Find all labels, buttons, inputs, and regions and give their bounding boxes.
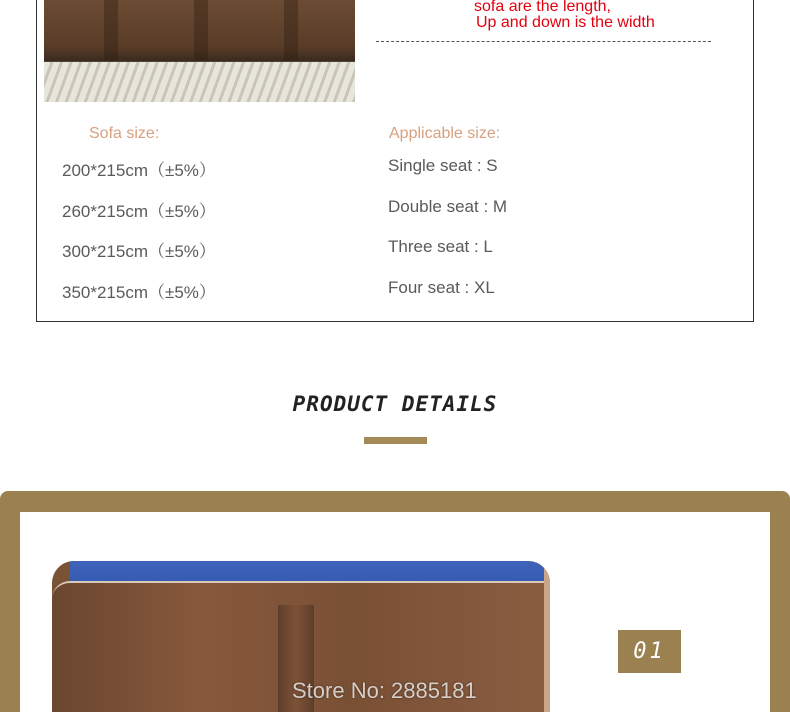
dashed-divider	[376, 41, 711, 42]
store-watermark: Store No: 2885181	[292, 678, 477, 703]
size-cell: 200*215cm（±5%）	[62, 161, 216, 180]
size-cell: 300*215cm（±5%）	[62, 242, 216, 261]
sofa-fold	[194, 0, 208, 60]
title-underline-bar	[364, 437, 427, 444]
detail-number-badge: 01	[618, 630, 681, 673]
sofa-photo	[44, 0, 355, 102]
seat-cell: Double seat : M	[388, 197, 508, 216]
applicable-size-header: Applicable size:	[389, 125, 501, 142]
size-cell: 350*215cm（±5%）	[62, 283, 216, 302]
seat-cell: Three seat : L	[388, 237, 493, 256]
note-line-1: sofa are the length,	[474, 0, 611, 15]
sofa-fold	[104, 0, 118, 60]
photo-edge	[544, 561, 550, 712]
product-details-title: PRODUCT DETAILS	[292, 392, 498, 416]
size-cell: 260*215cm（±5%）	[62, 202, 216, 221]
sofa-size-header: Sofa size:	[89, 125, 160, 142]
sofa-fold	[284, 0, 298, 60]
note-line-2: Up and down is the width	[476, 14, 655, 31]
rug-image	[44, 62, 355, 102]
seat-cell: Single seat : S	[388, 156, 498, 175]
seat-cell: Four seat : XL	[388, 278, 495, 297]
